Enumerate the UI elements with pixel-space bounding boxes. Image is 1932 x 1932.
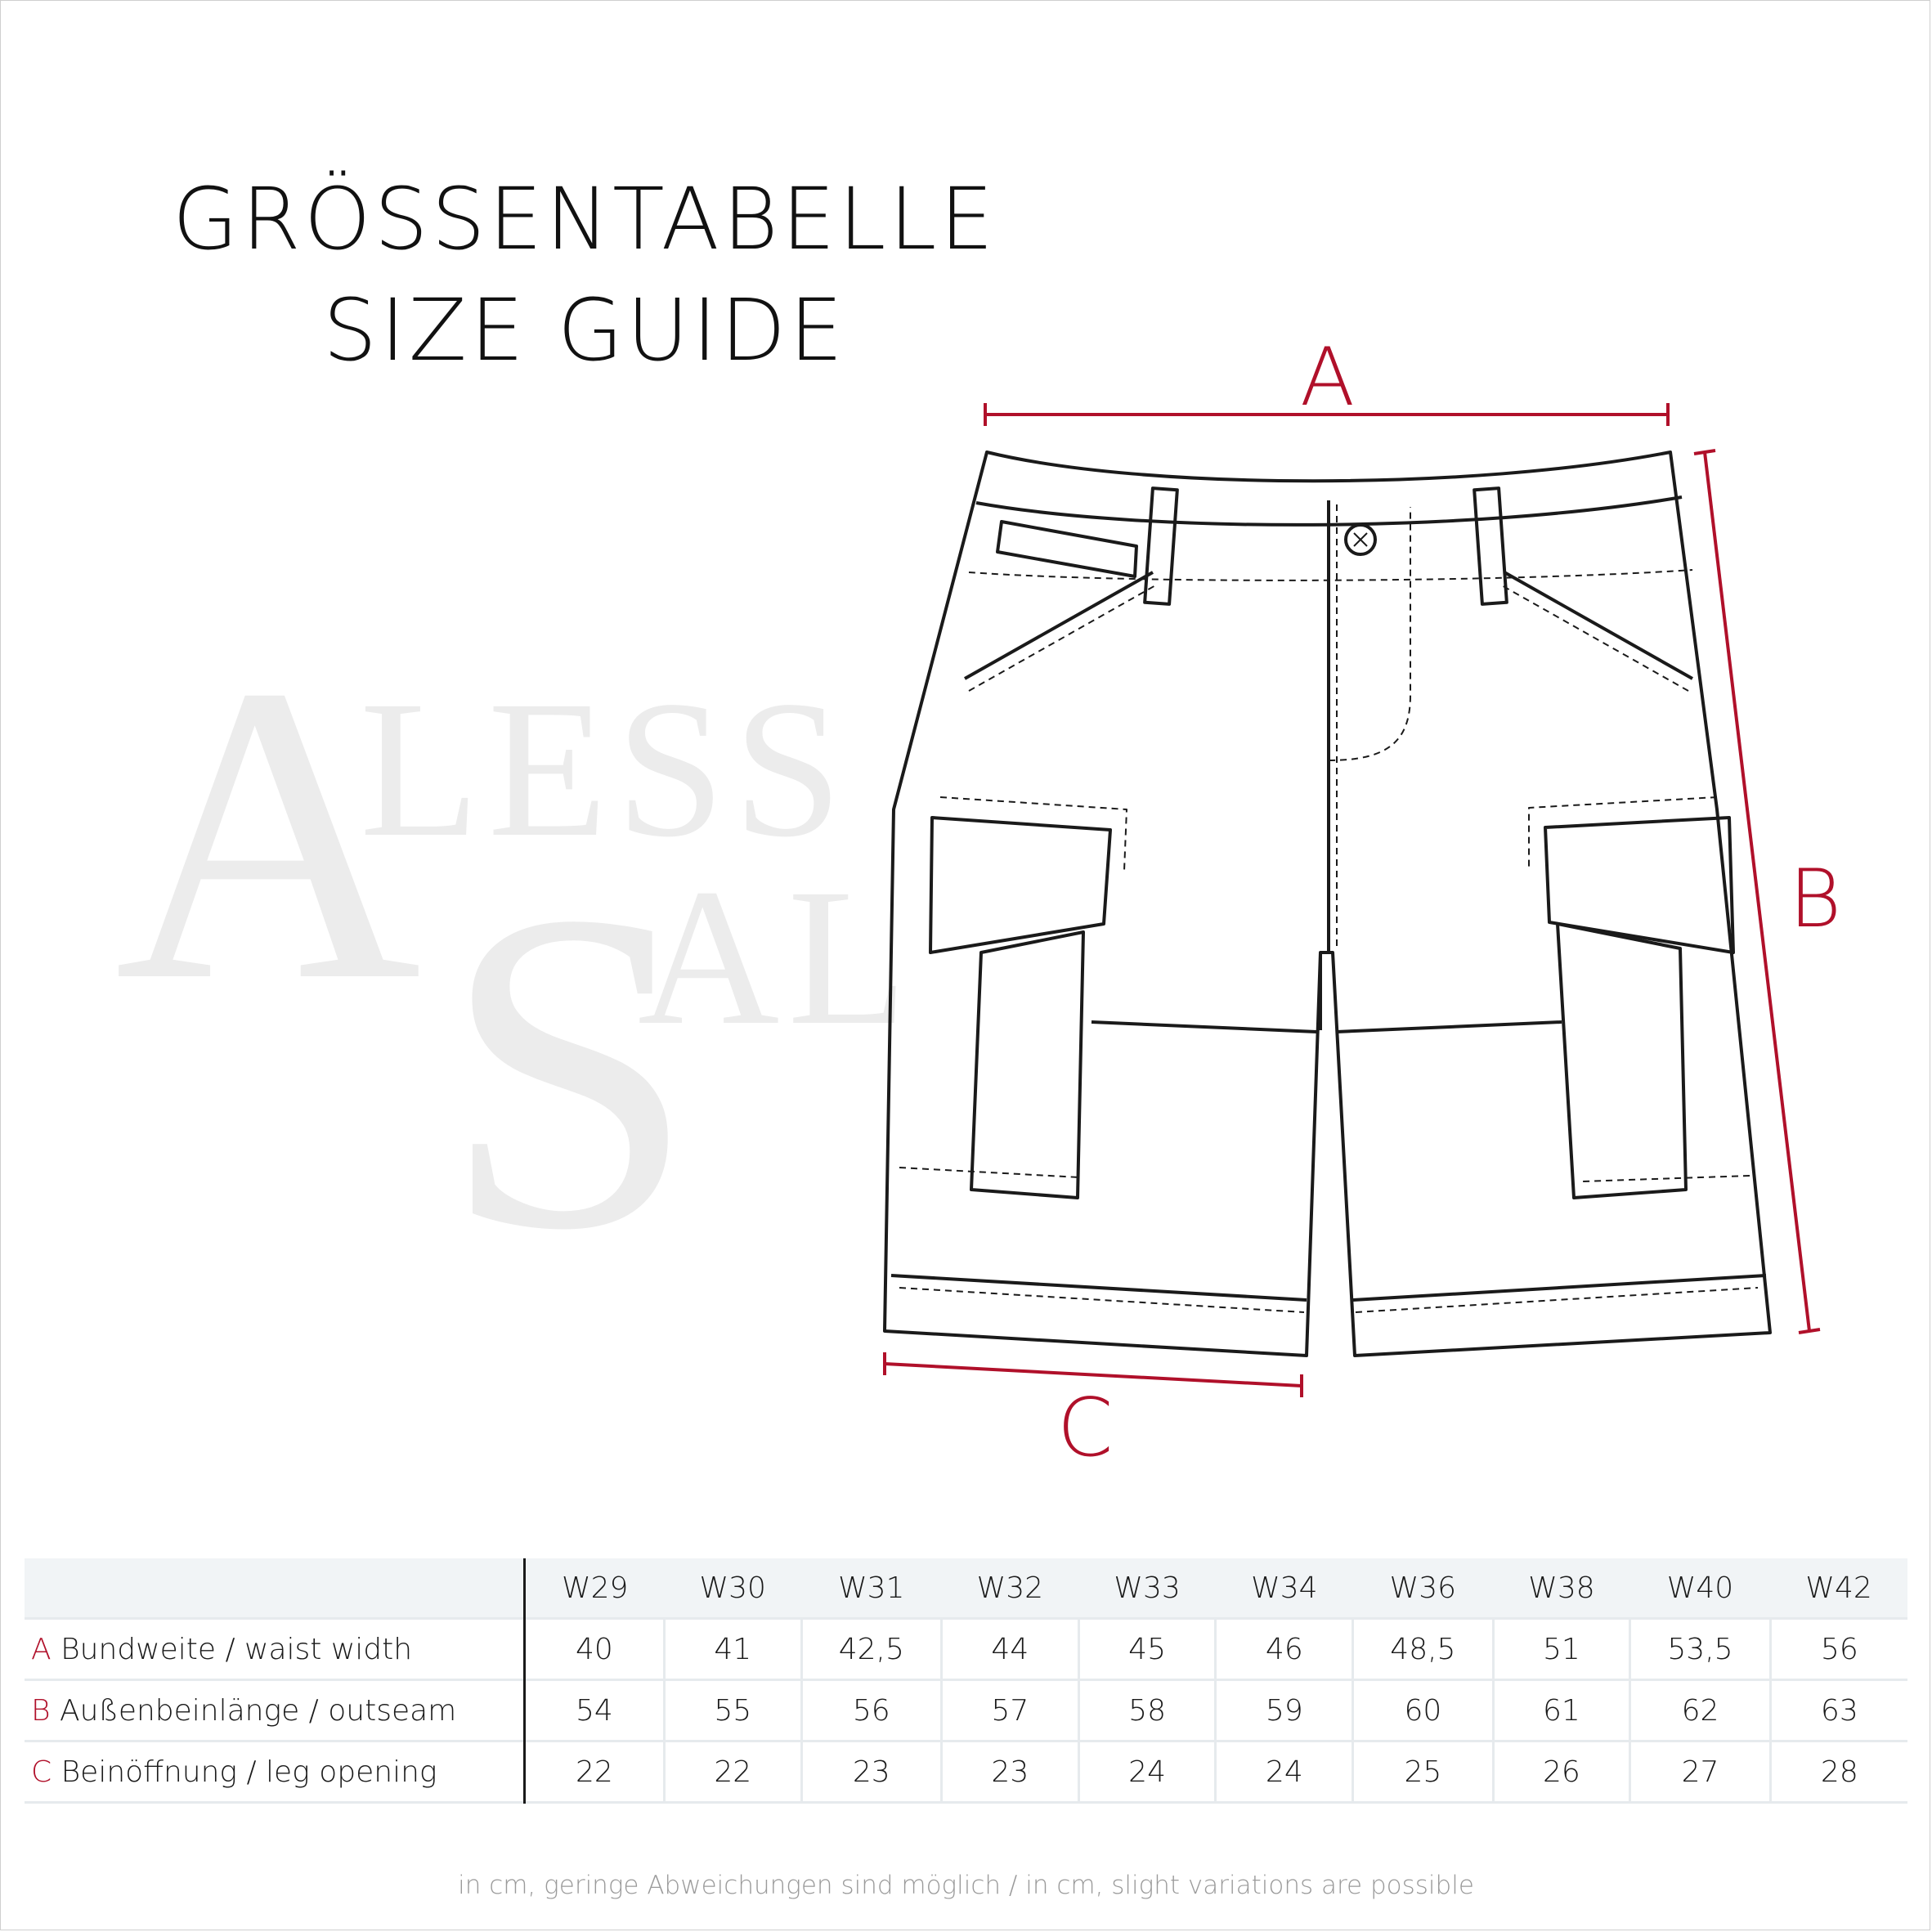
size-header: W33 bbox=[1114, 1571, 1181, 1605]
size-header: W34 bbox=[1251, 1571, 1318, 1605]
size-header: W42 bbox=[1805, 1571, 1872, 1605]
row-label bbox=[25, 1619, 525, 1680]
table-cell: 56 bbox=[801, 1680, 941, 1741]
table-cell: 62 bbox=[1630, 1680, 1770, 1741]
table-cell: 28 bbox=[1770, 1741, 1907, 1803]
table-cell: 51 bbox=[1493, 1619, 1630, 1680]
table-cell: 42,5 bbox=[801, 1619, 941, 1680]
measurement-label-a: A bbox=[1300, 331, 1356, 424]
row-letter: A bbox=[31, 1632, 52, 1666]
size-header: W31 bbox=[838, 1571, 905, 1605]
row-label bbox=[25, 1680, 525, 1741]
size-header: W40 bbox=[1666, 1571, 1734, 1605]
row-letter: B bbox=[31, 1693, 51, 1728]
table-cell: 23 bbox=[941, 1741, 1078, 1803]
table-cell: 55 bbox=[664, 1680, 801, 1741]
size-header: W32 bbox=[976, 1571, 1044, 1605]
table-cell: 22 bbox=[664, 1741, 801, 1803]
row-label-text: Außenbeinlänge / outseam bbox=[60, 1693, 457, 1728]
table-cell: 27 bbox=[1630, 1741, 1770, 1803]
watermark-text-bottom: AL bbox=[638, 848, 916, 1065]
title-german: GRÖSSENTABELLE bbox=[172, 169, 997, 269]
measurement-label-b: B bbox=[1789, 853, 1842, 946]
table-row-leg-opening bbox=[25, 1741, 1907, 1803]
shorts-outline bbox=[885, 452, 1770, 1356]
footnote: in cm, geringe Abweichungen sind möglich / in cm, slight variations are possible bbox=[458, 1871, 1474, 1900]
table-cell: 22 bbox=[525, 1741, 665, 1803]
table-corner-cell bbox=[25, 1558, 525, 1619]
table-cell: 57 bbox=[941, 1680, 1078, 1741]
table-cell: 25 bbox=[1353, 1741, 1493, 1803]
table-cell: 56 bbox=[1770, 1619, 1907, 1680]
size-header: W29 bbox=[561, 1571, 629, 1605]
measurement-label-c: C bbox=[1057, 1382, 1114, 1475]
watermark-letter-a: A bbox=[114, 598, 422, 1069]
watermark-letter-s: S bbox=[442, 818, 697, 1325]
table-row-waist bbox=[25, 1619, 1907, 1680]
table-cell: 41 bbox=[664, 1619, 801, 1680]
table-cell: 53,5 bbox=[1630, 1619, 1770, 1680]
table-cell: 59 bbox=[1216, 1680, 1353, 1741]
size-header: W38 bbox=[1528, 1571, 1595, 1605]
size-header: W36 bbox=[1389, 1571, 1457, 1605]
row-label-text: Bundweite / waist width bbox=[61, 1632, 413, 1666]
table-cell: 46 bbox=[1216, 1619, 1353, 1680]
table-cell: 23 bbox=[801, 1741, 941, 1803]
row-label-text: Beinöffnung / leg opening bbox=[61, 1755, 437, 1789]
table-cell: 61 bbox=[1493, 1680, 1630, 1741]
size-table bbox=[25, 1558, 1907, 1804]
watermark-text-top: LESS bbox=[360, 660, 851, 877]
table-cell: 40 bbox=[525, 1619, 665, 1680]
table-cell: 26 bbox=[1493, 1741, 1630, 1803]
table-cell: 63 bbox=[1770, 1680, 1907, 1741]
row-label bbox=[25, 1741, 525, 1803]
table-cell: 48,5 bbox=[1353, 1619, 1493, 1680]
table-cell: 44 bbox=[941, 1619, 1078, 1680]
table-cell: 24 bbox=[1078, 1741, 1216, 1803]
row-letter: C bbox=[31, 1755, 52, 1789]
size-header: W30 bbox=[699, 1571, 766, 1605]
table-row-outseam bbox=[25, 1680, 1907, 1741]
table-cell: 54 bbox=[525, 1680, 665, 1741]
size-header-row bbox=[25, 1558, 1907, 1619]
table-cell: 24 bbox=[1216, 1741, 1353, 1803]
table-cell: 60 bbox=[1353, 1680, 1493, 1741]
table-cell: 45 bbox=[1078, 1619, 1216, 1680]
table-cell: 58 bbox=[1078, 1680, 1216, 1741]
title-english: SIZE GUIDE bbox=[323, 280, 846, 380]
